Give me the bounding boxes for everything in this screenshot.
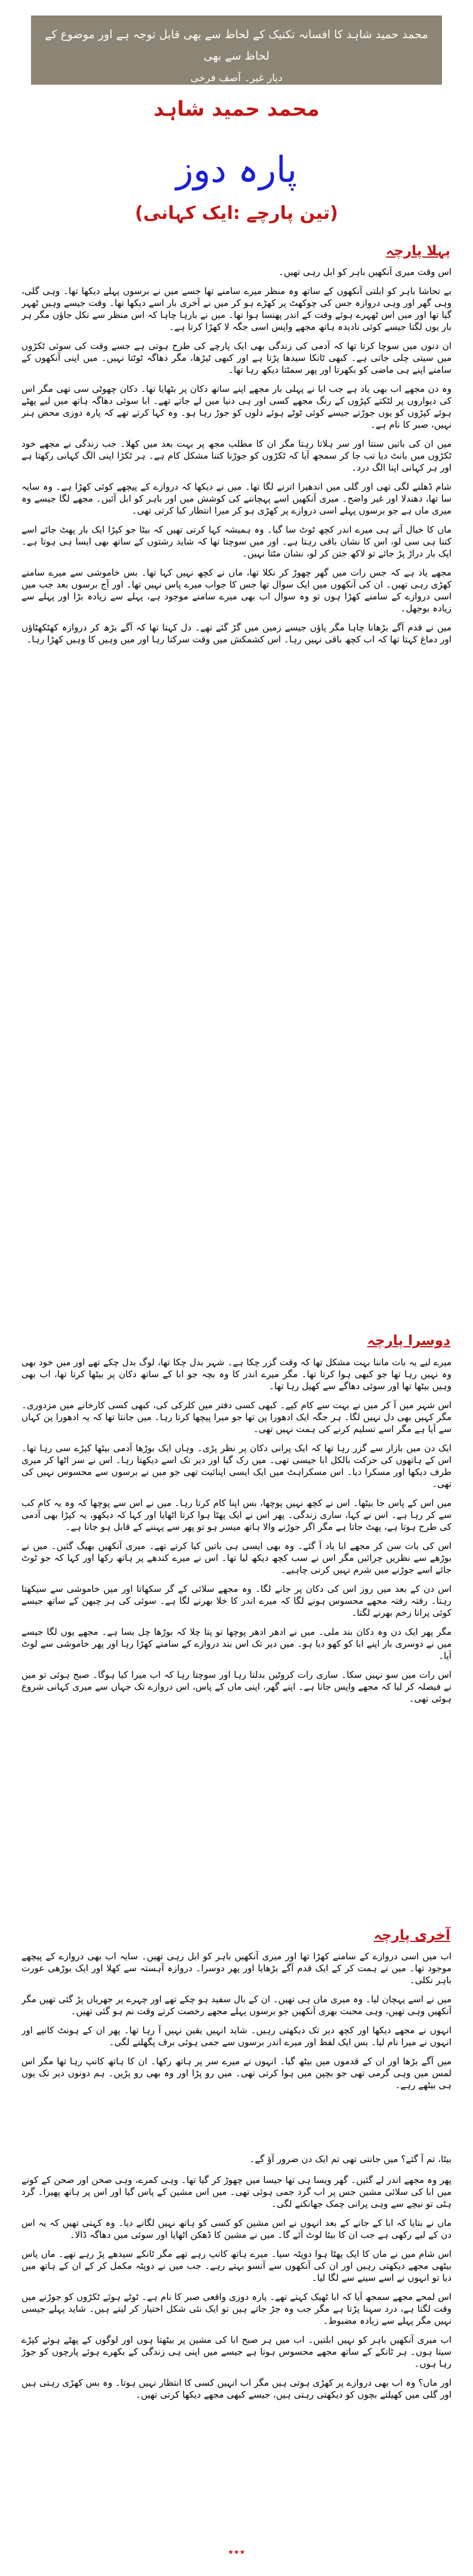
paragraph: اس رات میں سو نہیں سکا۔ ساری رات کروٹیں بدلتا رہا اور سوچتا رہا کہ اب میرا کیا ہوگا۔ صبح ہوئی تو میں نے فیصلہ کر لیا کہ مجھے واپس جانا ہے۔ اپنے گھر، اپنی ماں کے پاس، اس دروازے تک جہاں سے میری کہانی شروع ہوئی تھی۔ [21,1669,452,1704]
part-2-heading: دوسرا پارچہ [367,1333,450,1349]
paragraph: ماں نے بتایا کہ ابا کے جانے کے بعد انہوں نے اس مشین کو کسی کو ہاتھ نہیں لگانے دیا۔ وہ کہتی تھیں کہ یہ اس دن کے لیے رکھی ہے جب ان کا بیٹا لوٹ آئے گا۔ میں نے مشین کا ڈھکن اٹھایا اور سوئی میں دھاگہ ڈالا۔ [21,2218,452,2240]
paragraph: اس شہر میں آ کر میں نے بہت سے کام کیے۔ کبھی کسی دفتر میں کلرکی کی، کبھی کسی کارخانے میں مزدوری۔ مگر کہیں بھی دل نہیں لگا۔ ہر جگہ ایک ادھورا پن تھا جو میرا پیچھا کرتا رہا۔ میں جانتا تھا کہ یہ ادھورا پن کہاں سے آیا ہے مگر اسے تسلیم کرنے کی ہمت نہیں تھی۔ [21,1400,452,1434]
mother-quote: بیٹا، تم آ گئے؟ میں جانتی تھی تم ایک دن ضرور آؤ گے۔ [249,2154,452,2164]
part-1-heading: پہلا پارچہ [385,243,450,259]
paragraph: ایک دن میں بازار سے گزر رہا تھا کہ ایک پرانی دکان پر نظر پڑی۔ وہاں ایک بوڑھا آدمی بیٹھا کپڑے سی رہا تھا۔ اس کے ہاتھوں کی حرکت بالکل ابا جیسی تھی۔ میں رک گیا اور دیر تک اسے دیکھتا رہا۔ اس نے سر اٹھا کر میری طرف دیکھا اور مسکرا دیا۔ اس مسکراہٹ میں ایک ایسی اپنائیت تھی جو میں نے برسوں سے محسوس نہیں کی تھی۔ [21,1443,452,1489]
paragraph: میں اس کے پاس جا بیٹھا۔ اس نے کچھ نہیں پوچھا، بس اپنا کام کرتا رہا۔ میں نے اس سے پوچھا کہ وہ یہ کام کب سے کر رہا ہے۔ اس نے کہا، ساری زندگی۔ پھر اس نے ایک پھٹا ہوا کرتا اٹھایا اور کہا کہ دیکھو، یہ کپڑا بھی آدمی کی طرح ہوتا ہے، پھٹ جاتا ہے مگر اگر جوڑنے والا ہاتھ میسر ہو تو پھر سے پہننے کے قابل ہو جاتا ہے۔ [21,1498,452,1532]
part-3-body-continued [21,2174,452,2535]
story-title: پارہ دوز [176,149,297,191]
banner-attribution: دیار غیر۔ آصف فرخی [190,72,283,84]
paragraph: اور ماں؟ وہ اب بھی دروازے پر کھڑی ہوتی ہیں مگر اب انہیں کسی کا انتظار نہیں ہوتا۔ وہ بس کھڑی رہتی ہیں اور گلی میں کھیلتے بچوں کو دیکھتی رہتی ہیں، جیسے کبھی مجھے دیکھا کرتی تھیں۔ [21,2377,452,2400]
paragraph: بے تحاشا باہر کو ابلتی آنکھوں کے ساتھ وہ منظر میرے سامنے تھا جسے میں نے برسوں پہلے دیکھا تھا۔ وہی گلی، وہی گھر اور وہی دروازہ جس کی چوکھٹ پر کھڑے ہو کر میں نے آخری بار اسے دیکھا تھا۔ وقت جیسے وہیں ٹھہر گیا تھا اور میں اس ٹھہرے ہوئے وقت کے اندر پھنسا ہوا تھا۔ میں نے بارہا چاہا کہ اس منظر سے نکل جاؤں مگر ہر بار یوں لگتا جیسے کوئی نادیدہ ہاتھ مجھے واپس اسی جگہ لا کھڑا کرتا ہے۔ [21,286,452,332]
paragraph: اس وقت میری آنکھیں باہر کو ابل رہی تھیں۔ [278,267,452,277]
part-3-body [21,1950,452,2147]
author-name: محمد حمید شاہد [153,97,320,121]
paragraph: اس لمحے مجھے سمجھ آیا کہ ابا ٹھیک کہتے تھے۔ پارہ دوزی واقعی صبر کا نام ہے۔ ٹوٹے ہوئے ٹکڑوں کو جوڑنے میں وقت لگتا ہے، درد سہنا پڑتا ہے مگر جب وہ جڑ جاتے ہیں تو ایک نئی شکل اختیار کر لیتے ہیں۔ شاید پہلے جیسی نہیں مگر پہلے سے زیادہ مضبوط۔ [21,2292,452,2326]
part-3-heading: آخری پارچہ [373,1928,450,1943]
story-subtitle: (تین پارچے :ایک کہانی) [135,203,338,224]
paragraph: میں آگے بڑھا اور ان کے قدموں میں بیٹھ گیا۔ انہوں نے میرے سر پر ہاتھ رکھا۔ ان کا ہاتھ کانپ رہا تھا مگر اس لمس میں وہی گرمی تھی جو بچپن میں ہوا کرتی تھی۔ میں رو پڑا اور وہ بھی رو پڑیں۔ ہم دونوں دیر تک یوں ہی بیٹھے رہے۔ [21,2056,452,2091]
end-mark: ٭٭٭ [227,2546,246,2558]
part-2-body [21,1356,452,1917]
paragraph: پھر وہ مجھے اندر لے گئیں۔ گھر ویسا ہی تھا جیسا میں چھوڑ کر گیا تھا۔ وہی کمرے، وہی صحن اور صحن کے کونے میں ابا کی سلائی مشین جس پر اب گرد جمی ہوئی تھی۔ میں اس مشین کے پاس گیا اور اس پر ہاتھ پھیرا۔ گرد ہٹی تو نیچے سے وہی پرانی چمک جھانکنے لگی۔ [21,2175,452,2209]
paragraph: انہوں نے مجھے دیکھا اور کچھ دیر تک دیکھتی رہیں۔ شاید انہیں یقین نہیں آ رہا تھا۔ پھر ان کے ہونٹ کانپے اور انہوں نے میرا نام لیا۔ بس ایک لفظ اور میرے اندر برسوں سے جمی ہوئی برف پگھلنے لگی۔ [21,2025,452,2048]
paragraph: میرے لیے یہ بات ماننا بہت مشکل تھا کہ وقت گزر چکا ہے۔ شہر بدل چکا تھا، لوگ بدل چکے تھے اور میں خود بھی وہ نہیں رہا تھا جو کبھی ہوا کرتا تھا۔ مگر میرے اندر کا وہ بچہ جو ابا کے ساتھ دکان پر بیٹھا کرتا تھا، اب بھی وہیں بیٹھا تھا اور سوئی دھاگے سے کھیل رہا تھا۔ [21,1357,452,1391]
part-1-body [21,266,452,1316]
paragraph: شام ڈھلنے لگی تھی اور گلی میں اندھیرا اترنے لگا تھا۔ میں نے دیکھا کہ دروازے کے پیچھے کوئی کھڑا ہے۔ وہ سایہ سا تھا، دھندلا اور غیر واضح۔ میری آنکھیں اسے پہچاننے کی کوشش میں اور باہر کو ابل آئیں۔ مجھے لگا جیسے وہ میری ماں ہے جو برسوں پہلے اسی دروازے پر کھڑی ہو کر میرا انتظار کیا کرتی تھی۔ [21,481,452,516]
paragraph: مگر پھر ایک دن وہ دکان بند ملی۔ میں نے ادھر ادھر پوچھا تو پتا چلا کہ بوڑھا چل بسا ہے۔ مجھے یوں لگا جیسے میں نے دوسری بار اپنے ابا کو کھو دیا ہو۔ میں دیر تک اس بند دروازے کے سامنے کھڑا رہا اور پھر خاموشی سے لوٹ آیا۔ [21,1626,452,1661]
banner-quote: محمد حمید شاہد کا افسانہ تکنیک کے لحاظ سے بھی قابل توجہ ہے اور موضوع کے لحاظ سے بھی [45,28,428,63]
paragraph: اس دن کے بعد میں روز اس کی دکان پر جانے لگا۔ وہ مجھے سلائی کے گر سکھاتا اور میں خاموشی سے سیکھتا رہتا۔ رفتہ رفتہ مجھے محسوس ہونے لگا کہ میرے اندر کا خلا بھرنے لگا ہے۔ سوئی کی ہر چبھن کے ساتھ جیسے کوئی پرانا زخم بھرنے لگتا۔ [21,1584,452,1618]
paragraph: ماں کا خیال آتے ہی میرے اندر کچھ ٹوٹ سا گیا۔ وہ ہمیشہ کہا کرتی تھیں کہ بیٹا جو کپڑا ایک بار پھٹ جائے اسے کتنا ہی سی لو، اس کا نشان باقی رہتا ہے۔ اور میں سوچتا تھا کہ شاید رشتوں کے ساتھ بھی ایسا ہی ہوتا ہے۔ ایک بار دراڑ پڑ جائے تو لاکھ جتن کر لو، نشان مٹتا نہیں۔ [21,524,452,559]
paragraph: اس کی بات سن کر مجھے ابا یاد آ گئے۔ وہ بھی ایسی ہی باتیں کیا کرتے تھے۔ میری آنکھیں بھیگ گئیں۔ میں نے بوڑھے سے نظریں چرائیں مگر اس نے سب کچھ دیکھ لیا تھا۔ اس نے میرے کندھے پر ہاتھ رکھا اور کہا کہ جو ٹوٹ جائے اسے جوڑنے میں شرم نہیں کرنی چاہیے۔ [21,1541,452,1575]
paragraph: اب میری آنکھیں باہر کو نہیں ابلتیں۔ اب میں ہر صبح ابا کی مشین پر بیٹھتا ہوں اور لوگوں کے پھٹے ہوئے کپڑے سیتا ہوں۔ ہر ٹانکے کے ساتھ مجھے محسوس ہوتا ہے جیسے میں اپنی ہی زندگی کے بکھرے ہوئے پارچوں کو جوڑ رہا ہوں۔ [21,2334,452,2369]
paragraph: میں ان کی باتیں سنتا اور سر ہلاتا رہتا مگر ان کا مطلب مجھ پر بہت بعد میں کھلا۔ جب زندگی نے مجھے خود ٹکڑوں میں بانٹ دیا تب جا کر سمجھ آیا کہ ٹکڑوں کو جوڑنا کتنا مشکل کام ہے۔ ہر ٹکڑا اپنی الگ کہانی رکھتا ہے اور ہر کہانی اپنا الگ درد۔ [21,438,452,473]
paragraph: وہ دن مجھے اب بھی یاد ہے جب ابا نے پہلی بار مجھے اپنے ساتھ دکان پر بٹھایا تھا۔ دکان چھوٹی سی تھی مگر اس کی دیواروں پر لٹکتے کپڑوں کے رنگ مجھے کسی اور ہی دنیا میں لے جاتے تھے۔ ابا سوئی دھاگہ ہاتھ میں لیے پھٹے ہوئے کپڑوں کو یوں جوڑتے جیسے کوئی ٹوٹے ہوئے دلوں کو جوڑ رہا ہو۔ وہ کہا کرتے تھے کہ پارہ دوزی محض ہنر نہیں، صبر کا نام ہے۔ [21,384,452,430]
paragraph: مجھے یاد ہے کہ جس رات میں گھر چھوڑ کر نکلا تھا، ماں نے کچھ نہیں کہا تھا۔ بس خاموشی سے میرے سامنے کھڑی رہی تھیں۔ ان کی آنکھوں میں ایک سوال تھا جس کا جواب میرے پاس نہیں تھا۔ اور آج برسوں بعد جب میں اسی دروازے کے سامنے کھڑا ہوں تو وہ سوال اب بھی میرے سامنے موجود ہے، پہلے سے زیادہ بڑا اور پہلے سے زیادہ بوجھل۔ [21,567,452,614]
paragraph: ان دنوں میں سوچا کرتا تھا کہ آدمی کی زندگی بھی ایک پارچے کی طرح ہوتی ہے جسے وقت کی سوئی ٹکڑوں میں سیتی چلی جاتی ہے۔ کبھی ٹانکا سیدھا پڑتا ہے اور کبھی ٹیڑھا، مگر دھاگہ ٹوٹتا نہیں۔ میں اپنی آنکھوں کے سامنے اپنے ہی ماضی کو بکھرتا اور پھر سمٹتا دیکھ رہا تھا۔ [21,341,452,375]
paragraph: اب میں اسی دروازے کے سامنے کھڑا تھا اور میری آنکھیں باہر کو ابل رہی تھیں۔ سایہ اب بھی دروازے کے پیچھے موجود تھا۔ میں نے ہمت کر کے ایک قدم آگے بڑھایا اور پھر دوسرا۔ دروازہ آہستہ سے کھلا اور ایک بوڑھی عورت باہر نکلی۔ [21,1951,452,1986]
paragraph: میں نے اسے پہچان لیا۔ وہ میری ماں ہی تھیں۔ ان کے بال سفید ہو چکے تھے اور چہرے پر جھریاں پڑ گئی تھیں مگر آنکھیں وہی تھیں، وہی محبت بھری آنکھیں جو برسوں پہلے مجھے رخصت کرتے وقت نم ہو گئی تھیں۔ [21,1994,452,2017]
paragraph: اس شام میں نے ماں کا ایک پھٹا ہوا دوپٹہ سیا۔ میرے ہاتھ کانپ رہے تھے مگر ٹانکے سیدھے پڑ رہے تھے۔ ماں پاس بیٹھی مجھے دیکھتی رہیں اور ان کی آنکھوں سے آنسو بہتے رہے۔ جب میں نے دوپٹہ مکمل کر کے ان کے ہاتھ میں دیا تو انہوں نے اسے سینے سے لگا لیا۔ [21,2249,452,2283]
intro-banner [31,16,442,85]
paragraph: میں نے قدم آگے بڑھانا چاہا مگر پاؤں جیسے زمین میں گڑ گئے تھے۔ دل کہتا تھا کہ آگے بڑھ کر دروازہ کھٹکھٹاؤں اور دماغ کہتا تھا کہ اب کچھ باقی نہیں رہا۔ اس کشمکش میں وقت سرکتا رہا اور میں وہیں کا وہیں کھڑا رہا۔ [21,622,452,645]
